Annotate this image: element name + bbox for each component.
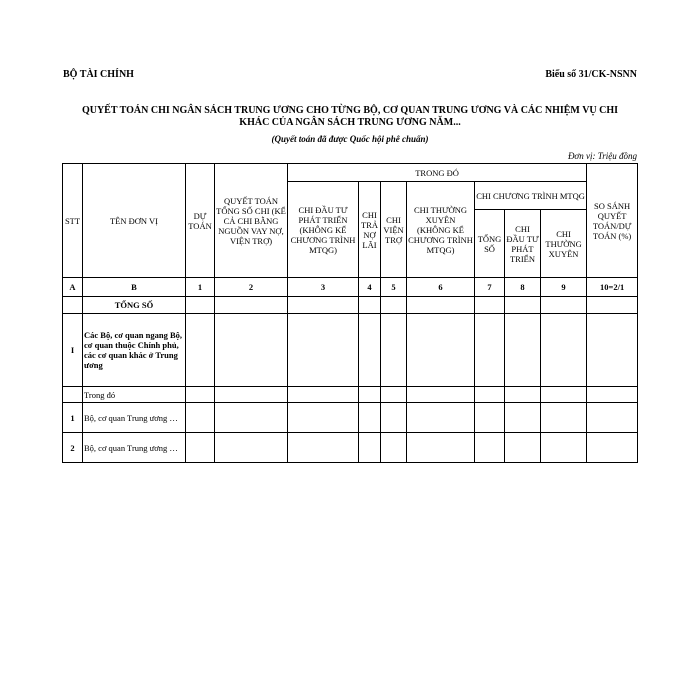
index-cell: 2 [215,278,288,297]
header-aid: CHI VIỆN TRỢ [381,182,407,278]
table-row-group-i [63,314,638,387]
index-cell: 10=2/1 [587,278,638,297]
row-name: Các Bộ, cơ quan ngang Bộ, cơ quan thuộc Chính phủ, các cơ quan khác ở Trung ương [83,314,186,387]
header-national-target-program: CHI CHƯƠNG TRÌNH MTQG [475,182,587,210]
row-name: TỔNG SỐ [83,297,186,314]
index-cell: 4 [359,278,381,297]
row-stt [63,297,83,314]
header-interest-payment: CHI TRẢ NỢ LÃI [359,182,381,278]
title-line-2: KHÁC CỦA NGÂN SÁCH TRUNG ƯƠNG NĂM... [239,117,461,128]
unit-label: Đơn vị: Triệu đồng [567,151,637,161]
table-row-of-which [63,387,638,403]
row-stt [63,387,83,403]
settlement-table [62,163,638,463]
header-comparison: SO SÁNH QUYẾT TOÁN/DỰ TOÁN (%) [587,164,638,278]
index-cell: B [83,278,186,297]
row-name: Trong đó [83,387,186,403]
header-unit-name: TÊN ĐƠN VỊ [83,164,186,278]
index-cell: 6 [407,278,475,297]
table-row [63,433,638,463]
header-total-settlement: QUYẾT TOÁN TỔNG SỐ CHI (KỂ CẢ CHI BẰNG NGUỒN VAY NỢ, VIỆN TRỢ) [215,164,288,278]
form-code: Biểu số 31/CK-NSNN [545,69,637,80]
header-of-which: TRONG ĐÓ [288,164,587,182]
row-stt: 1 [63,403,83,433]
table-row [63,403,638,433]
header-development-investment: CHI ĐẦU TƯ PHÁT TRIỂN (KHÔNG KỂ CHƯƠNG TRÌNH MTQG) [288,182,359,278]
header-recurrent: CHI THƯỜNG XUYÊN (KHÔNG KỂ CHƯƠNG TRÌNH MTQG) [407,182,475,278]
index-cell: 5 [381,278,407,297]
row-name: Bộ, cơ quan Trung ương … [83,403,186,433]
document-title [63,105,637,129]
header-estimate: DỰ TOÁN [186,164,215,278]
row-stt: 2 [63,433,83,463]
header-program-recurrent: CHI THƯỜNG XUYÊN [541,210,587,278]
header-program-total: TỔNG SỐ [475,210,505,278]
header-program-investment: CHI ĐẦU TƯ PHÁT TRIỂN [505,210,541,278]
row-name: Bộ, cơ quan Trung ương … [83,433,186,463]
index-cell: 9 [541,278,587,297]
index-cell: 1 [186,278,215,297]
index-cell: A [63,278,83,297]
document-subtitle: (Quyết toán đã được Quốc hội phê chuẩn) [271,134,429,144]
index-cell: 8 [505,278,541,297]
row-stt: I [63,314,83,387]
table-row-total [63,297,638,314]
index-cell: 7 [475,278,505,297]
index-cell: 3 [288,278,359,297]
header-stt: STT [63,164,83,278]
issuing-org: BỘ TÀI CHÍNH [63,69,134,80]
column-index-row [63,278,638,297]
title-line-1: QUYẾT TOÁN CHI NGÂN SÁCH TRUNG ƯƠNG CHO TỪNG BỘ, CƠ QUAN TRUNG ƯƠNG VÀ CÁC NHIỆM VỤ CHI [81,105,619,116]
